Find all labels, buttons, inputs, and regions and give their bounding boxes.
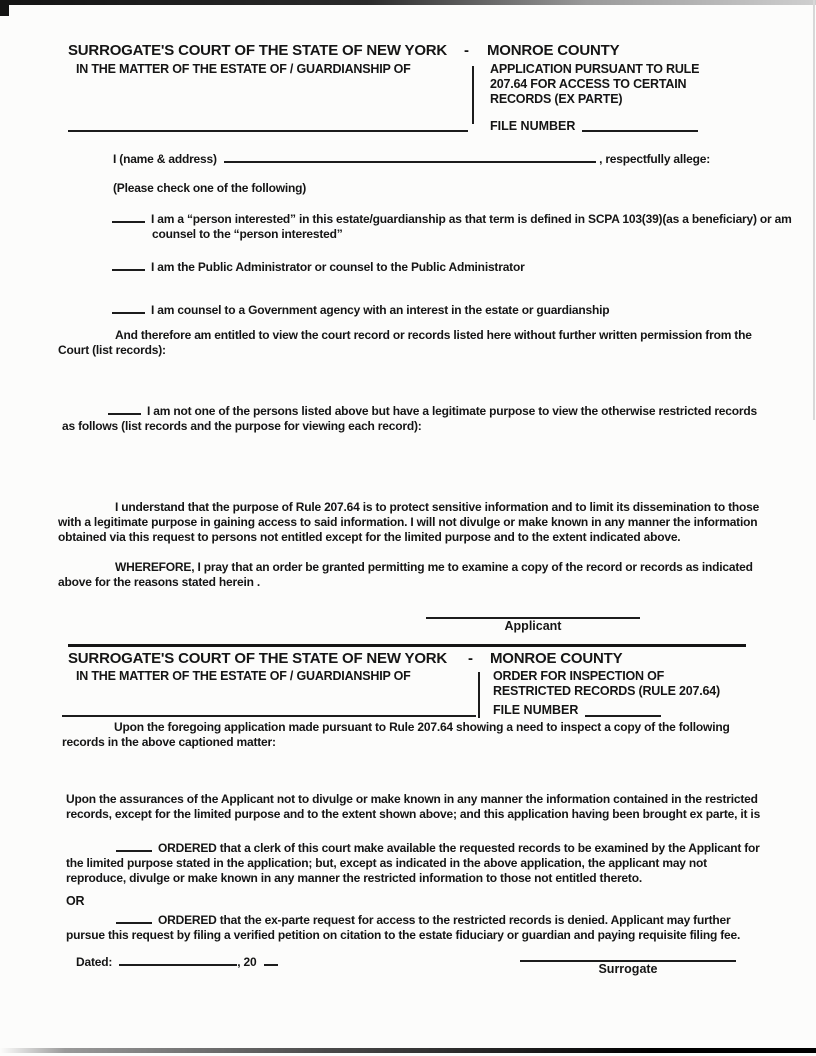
s1-file-number-blank[interactable] [582,130,698,132]
s2-county-title: MONROE COUNTY [490,650,623,667]
check-instruction: (Please check one of the following) [113,181,307,195]
s2-caption-name-blank[interactable] [62,715,476,717]
applicant-label: Applicant [504,619,562,633]
wherefore-paragraph: WHEREFORE, I pray that an order be granted permitting me to examine a copy of the record or records as indicated above for the reasons stated herein . [58,560,753,589]
option-gov-counsel [112,300,816,318]
option-legitimate-text: I am not one of the persons listed above but have a legitimate purpose to view the otherwise restricted records as follows (list records and the purpose for viewing each record): [62,404,757,433]
s1-caption-name-blank[interactable] [68,130,468,132]
s1-title-separator: - [464,42,469,59]
understand-paragraph: I understand that the purpose of Rule 207.64 is to protect sensitive information and to limit its dissemination to those with a legitimate purpose in gaining access to said information. I will not divulge or make known in any manner the information obtained via this request to persons not entitled except for the limited purpose and to the extent indicated above. [58,500,760,544]
allege-suffix: , respectfully allege: [599,152,711,166]
option-public-admin-text: I am the Public Administrator or counsel to the Public Administrator [151,260,525,274]
or-label: OR [66,894,85,908]
s2-matter-caption: IN THE MATTER OF THE ESTATE OF / GUARDIANSHIP OF [76,669,411,683]
s2-title-separator: - [468,650,473,667]
s2-file-number-label: FILE NUMBER [493,703,579,717]
ordered-grant-text: ORDERED that a clerk of this court make available the requested records to be examined by the Applicant for the limited purpose stated in the application; but, except as indicated in the above application, the applicant may not reproduce, divulge or make known in any manner the restricted information to those not entitled thereto. [66,841,760,885]
surrogate-signature-block [520,958,736,977]
applicant-signature-block [426,615,640,634]
ordered-deny-paragraph [66,910,770,943]
option-person-interested [112,209,816,242]
assurances-paragraph: Upon the assurances of the Applicant not to divulge or make known in any manner the information contained in the restricted records, except for the limited purpose and to the extent shown above; and this application having been brought ex parte, it is [66,792,761,821]
s1-court-title: SURROGATE'S COURT OF THE STATE OF NEW YORK [68,42,448,59]
s1-file-number-label: FILE NUMBER [490,119,576,133]
option-person-interested-text: I am a “person interested” in this estate/guardianship as that term is defined in SCPA 103(39)(as a beneficiary) or am counsel to the “person interested” [151,212,792,241]
foregoing-paragraph: Upon the foregoing application made pursuant to Rule 207.64 showing a need to inspect a copy of the following records in the above captioned matter: [62,720,730,749]
option-gov-counsel-text: I am counsel to a Government agency with an interest in the estate or guardianship [151,303,610,317]
allege-prefix: I (name & address) [113,152,217,166]
check-blank-legitimate[interactable] [108,401,141,415]
scan-edge-corner [0,0,9,16]
dated-label: Dated: [76,955,113,969]
dated-year-blank[interactable] [264,952,278,966]
allege-row [113,149,710,167]
s1-doc-title: APPLICATION PURSUANT TO RULE 207.64 FOR ACCESS TO CERTAIN RECORDS (EX PARTE) [490,62,700,106]
dated-row [76,952,278,970]
s2-file-number-blank[interactable] [585,715,661,717]
s2-court-title: SURROGATE'S COURT OF THE STATE OF NEW YORK [68,650,448,667]
surrogate-label: Surrogate [598,962,658,976]
s1-column-divider-line [472,66,474,124]
check-blank-public-admin[interactable] [112,257,145,271]
option-public-admin [112,257,816,275]
ordered-grant-paragraph [66,838,770,886]
s2-column-divider-line [478,672,480,718]
dated-date-blank[interactable] [119,952,237,966]
name-address-blank[interactable] [224,149,596,163]
scan-edge-top [0,0,816,5]
check-blank-person-interested[interactable] [112,209,145,223]
option-legitimate [62,401,768,434]
entitled-paragraph: And therefore am entitled to view the court record or records listed here without further written permission from the Court (list records): [58,328,752,357]
s1-county-title: MONROE COUNTY [487,42,620,59]
ordered-deny-text: ORDERED that the ex-parte request for access to the restricted records is denied. Applicant may further pursue this request by filing a verified petition on citation to the estate fiduciary or guardian and paying requisite filing fee. [66,913,741,942]
s1-matter-caption: IN THE MATTER OF THE ESTATE OF / GUARDIANSHIP OF [76,62,411,76]
check-blank-gov-counsel[interactable] [112,300,145,314]
ordered-grant-check-blank[interactable] [116,838,152,852]
s2-doc-title: ORDER FOR INSPECTION OF RESTRICTED RECORDS (RULE 207.64) [493,669,720,698]
dated-year-prefix: , 20 [237,955,257,969]
scan-edge-bottom [0,1048,816,1053]
ordered-deny-check-blank[interactable] [116,910,152,924]
section-divider-rule [68,644,746,647]
